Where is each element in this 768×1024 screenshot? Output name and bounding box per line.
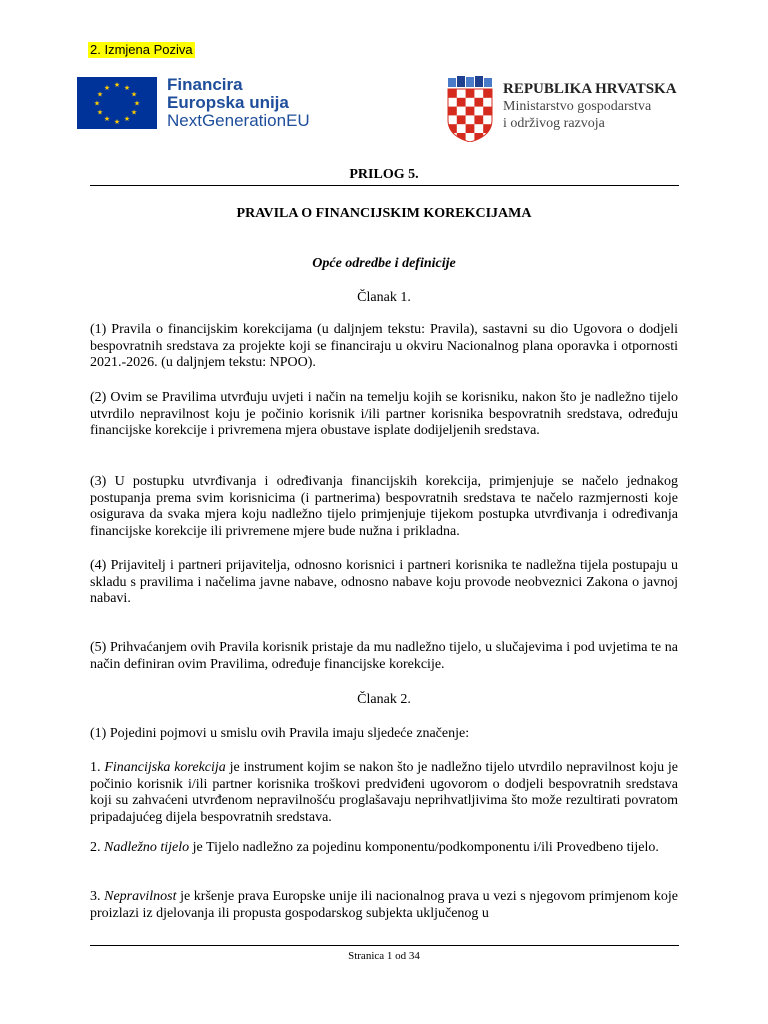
- svg-text:★: ★: [113, 81, 121, 89]
- definition-item: [90, 760, 678, 826]
- definition-number: 3.: [90, 889, 101, 904]
- definition-term: Financijska korekcija: [104, 760, 226, 775]
- article-1-paragraph-1: (1) Pravila o financijskim korekcijama (u daljnjem tekstu: Pravila), sastavni su dio Ugovora o dodjeli bespovratnih sredstava za projekte koji se financiraju u okviru Nacionalnog plana oporavka i otpornosti 2021.-2026. (u daljnjem tekstu: NPOO).: [90, 322, 678, 370]
- article-2-heading: Članak 2.: [357, 692, 411, 707]
- svg-text:★: ★: [123, 115, 131, 123]
- definition-text: je kršenje prava Europske unije ili nacionalnog prava u vezi s njegovom primjenom koje proizlazi iz djelovanja ili propusta gospodarskog subjekta uključenog u: [90, 889, 678, 921]
- definition-term: Nepravilnost: [104, 889, 177, 904]
- svg-text:★: ★: [96, 90, 104, 99]
- definition-text: je Tijelo nadležno za pojedinu komponentu/podkomponentu i/ili Provedbeno tijelo.: [192, 840, 659, 855]
- definition-item: [90, 889, 678, 925]
- definition-term: Nadležno tijelo: [104, 840, 190, 855]
- header-divider: [90, 185, 679, 186]
- article-2-intro: (1) Pojedini pojmovi u smislu ovih Pravila imaju sljedeće značenje:: [90, 726, 470, 741]
- eu-flag-icon: [77, 77, 157, 129]
- article-1-paragraph-2: (2) Ovim se Pravilima utvrđuju uvjeti i način na temelju kojih se korisniku, nakon što je nadležno tijelo utvrdilo nepravilnost koju je počinio korisnik i/ili partner korisnika bespovratnih sredstava, određuju financijske korekcije i privremena mjera obustave isplate dodijeljenih sredstava.: [90, 390, 678, 438]
- ministry-logo-line1: REPUBLIKA HRVATSKA: [503, 81, 677, 97]
- ministry-logo: [445, 76, 677, 142]
- svg-text:★: ★: [93, 99, 101, 108]
- svg-text:★: ★: [103, 84, 111, 92]
- eu-logo-line1: Financira: [167, 75, 243, 94]
- page-number: Stranica 1 od 34: [348, 950, 420, 962]
- definition-number: 2.: [90, 840, 101, 855]
- ministry-logo-line2: Ministarstvo gospodarstva: [503, 99, 652, 114]
- section-heading: Opće odredbe i definicije: [312, 256, 456, 271]
- svg-text:★: ★: [103, 115, 111, 123]
- svg-text:★: ★: [130, 108, 138, 117]
- article-1-heading: Članak 1.: [357, 290, 411, 305]
- croatian-coat-of-arms-icon: [445, 76, 495, 142]
- document-title: PRAVILA O FINANCIJSKIM KOREKCIJAMA: [236, 206, 532, 221]
- revision-note: 2. Izmjena Poziva: [90, 42, 193, 57]
- article-1-paragraph-4: (4) Prijavitelj i partneri prijavitelja, odnosno korisnici i partneri korisnika te nadležna tijela postupaju u skladu s pravilima i načelima javne nabave, odnosno nabave koju provode neobveznici Zakona o javnoj nabavi.: [90, 558, 678, 606]
- definition-text: je instrument kojim se nakon što je nadležno tijelo utvrdilo nepravilnost koju je počinio korisnik i/ili partner korisnika troškovi predviđeni ugovorom o dodjeli bespovratnih sredstava koji su zahvaćeni utvrđenom nepravilnošću proglašavaju neprihvatljivima što može rezultirati povratom pripadajućeg dijela bespovratnih sredstava.: [90, 760, 679, 825]
- eu-logo-line2: Europska unija: [167, 93, 289, 112]
- definition-number: 1.: [90, 760, 101, 775]
- svg-text:★: ★: [123, 84, 131, 92]
- svg-text:★: ★: [113, 118, 121, 126]
- article-1-paragraph-3: (3) U postupku utvrđivanja i određivanja financijskih korekcija, primjenjuje se načelo jednakog postupanja prema svim korisnicima (i partnerima) bespovratnih sredstava te načelo razmjernosti koje osigurava da svaka mjera koju nadležno tijelo primjenjuje tijekom postupka utvrđivanja i određivanja financijske korekcije ili privremene mjere bude nužna i prikladna.: [90, 474, 678, 539]
- eu-logo-line3: NextGenerationEU: [167, 111, 310, 130]
- svg-text:★: ★: [133, 99, 141, 108]
- ministry-logo-line3: i održivog razvoja: [503, 116, 605, 131]
- svg-text:★: ★: [130, 90, 138, 99]
- footer-divider: [90, 945, 679, 946]
- article-1-paragraph-5: (5) Prihvaćanjem ovih Pravila korisnik pristaje da mu nadležno tijelo, u slučajevima i pod uvjetima te na način definiran ovim Pravilima, određuje financijske korekcije.: [90, 640, 678, 672]
- definition-item: [90, 840, 678, 857]
- eu-funding-logo: [77, 76, 310, 130]
- svg-text:★: ★: [96, 108, 104, 117]
- annex-label: PRILOG 5.: [349, 167, 419, 182]
